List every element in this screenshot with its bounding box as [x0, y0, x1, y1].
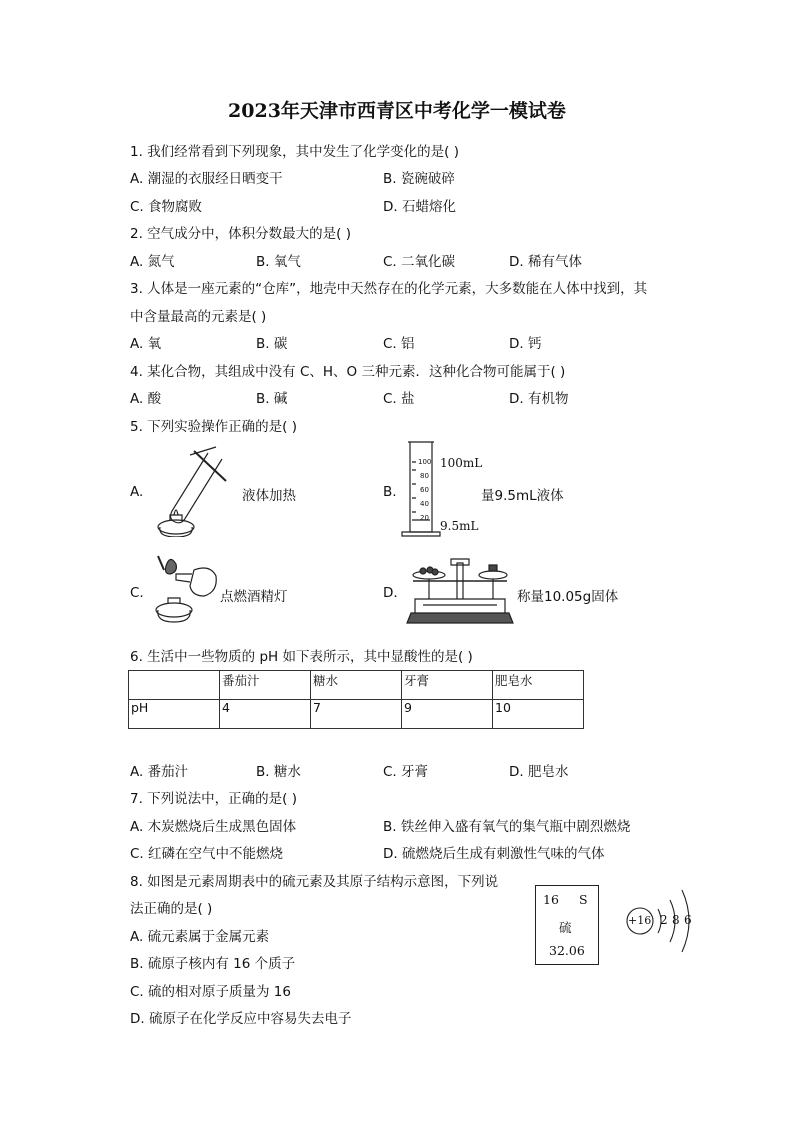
element-symbol: S	[579, 892, 588, 907]
q1-option-a: A. 潮湿的衣服经日晒变干	[130, 171, 283, 187]
nucleus-charge: +16	[628, 914, 652, 927]
alcohol-lamp-figure	[148, 552, 220, 626]
q4-option-d: D. 有机物	[509, 391, 569, 407]
table-cell: 10	[493, 700, 584, 729]
table-header-cell: 牙膏	[402, 671, 493, 700]
table-cell: 9	[402, 700, 493, 729]
q3-option-d: D. 钙	[509, 336, 542, 352]
cylinder-tick-60: 60	[420, 486, 429, 494]
q2-option-a: A. 氮气	[130, 254, 175, 270]
q8-stem-line1: 8. 如图是元素周期表中的硫元素及其原子结构示意图，下列说	[130, 874, 499, 890]
q5-option-a-text: 液体加热	[242, 488, 296, 504]
q5-option-c-label: C.	[130, 585, 144, 601]
table-cell: 7	[311, 700, 402, 729]
liquid-heating-figure	[146, 445, 236, 537]
cylinder-tick-80: 80	[420, 472, 429, 480]
cylinder-tick-100: 100	[418, 458, 432, 466]
table-cell: 4	[220, 700, 311, 729]
q2-option-b: B. 氧气	[256, 254, 301, 270]
q4-stem: 4. 某化合物，其组成中没有 C、H、O 三种元素．这种化合物可能属于( )	[130, 364, 566, 380]
q5-option-b-text: 量9.5mL液体	[481, 488, 564, 504]
periodic-element-card	[535, 885, 599, 965]
table-header-cell	[129, 671, 220, 700]
q7-option-c: C. 红磷在空气中不能燃烧	[130, 846, 284, 862]
cylinder-tick-40: 40	[420, 500, 429, 508]
q2-stem: 2. 空气成分中，体积分数最大的是( )	[130, 226, 351, 242]
q8-option-d: D. 硫原子在化学反应中容易失去电子	[130, 1011, 352, 1027]
q3-stem-line1: 3. 人体是一座元素的“仓库”，地壳中天然存在的化学元素，大多数能在人体中找到，其	[130, 281, 648, 297]
q5-option-a-label: A.	[130, 484, 144, 500]
table-cell: pH	[129, 700, 220, 729]
shell-2-electrons: 8	[672, 913, 680, 927]
q6-option-d: D. 肥皂水	[509, 764, 569, 780]
q2-option-c: C. 二氧化碳	[383, 254, 456, 270]
table-row	[129, 700, 584, 729]
q7-option-b: B. 铁丝伸入盛有氧气的集气瓶中剧烈燃烧	[383, 819, 631, 835]
q7-option-a: A. 木炭燃烧后生成黑色固体	[130, 819, 297, 835]
page-title: 2023年天津市西青区中考化学一模试卷	[228, 100, 566, 122]
q1-stem: 1. 我们经常看到下列现象，其中发生了化学变化的是( )	[130, 144, 459, 160]
cylinder-capacity-label: 100mL	[440, 456, 483, 470]
q8-option-a: A. 硫元素属于金属元素	[130, 929, 270, 945]
balance-figure	[405, 553, 515, 631]
q2-option-d: D. 稀有气体	[509, 254, 582, 270]
q1-option-d: D. 石蜡熔化	[383, 199, 456, 215]
atomic-mass: 32.06	[549, 943, 585, 958]
q8-stem-line2: 法正确的是( )	[130, 901, 213, 917]
shell-1-electrons: 2	[660, 913, 668, 927]
q8-option-c: C. 硫的相对原子质量为 16	[130, 984, 291, 1000]
q6-option-c: C. 牙膏	[383, 764, 429, 780]
atomic-number: 16	[543, 892, 559, 907]
table-row	[129, 671, 584, 700]
element-name: 硫	[559, 920, 572, 935]
q3-option-c: C. 铝	[383, 336, 415, 352]
table-header-cell: 番茄汁	[220, 671, 311, 700]
shell-3-electrons: 6	[684, 913, 692, 927]
q6-option-b: B. 糖水	[256, 764, 301, 780]
q3-option-a: A. 氧	[130, 336, 162, 352]
q5-option-c-text: 点燃酒精灯	[220, 589, 288, 605]
q5-option-d-label: D.	[383, 585, 398, 601]
q4-option-b: B. 碱	[256, 391, 288, 407]
q1-option-b: B. 瓷碗破碎	[383, 171, 455, 187]
table-header-cell: 糖水	[311, 671, 402, 700]
q5-option-d-text: 称量10.05g固体	[517, 589, 619, 605]
q4-option-a: A. 酸	[130, 391, 162, 407]
q8-option-b: B. 硫原子核内有 16 个质子	[130, 956, 296, 972]
q4-option-c: C. 盐	[383, 391, 415, 407]
q6-stem: 6. 生活中一些物质的 pH 如下表所示，其中显酸性的是( )	[130, 649, 473, 665]
q7-stem: 7. 下列说法中，正确的是( )	[130, 791, 297, 807]
q3-stem-line2: 中含量最高的元素是( )	[130, 309, 267, 325]
table-header-cell: 肥皂水	[493, 671, 584, 700]
cylinder-tick-20: 20	[420, 514, 429, 522]
q6-option-a: A. 番茄汁	[130, 764, 189, 780]
cylinder-volume-label: 9.5mL	[440, 519, 479, 533]
q5-stem: 5. 下列实验操作正确的是( )	[130, 419, 297, 435]
ph-table	[128, 670, 584, 729]
q7-option-d: D. 硫燃烧后生成有刺激性气味的气体	[383, 846, 605, 862]
q5-option-b-label: B.	[383, 484, 397, 500]
q1-option-c: C. 食物腐败	[130, 199, 203, 215]
q3-option-b: B. 碳	[256, 336, 288, 352]
